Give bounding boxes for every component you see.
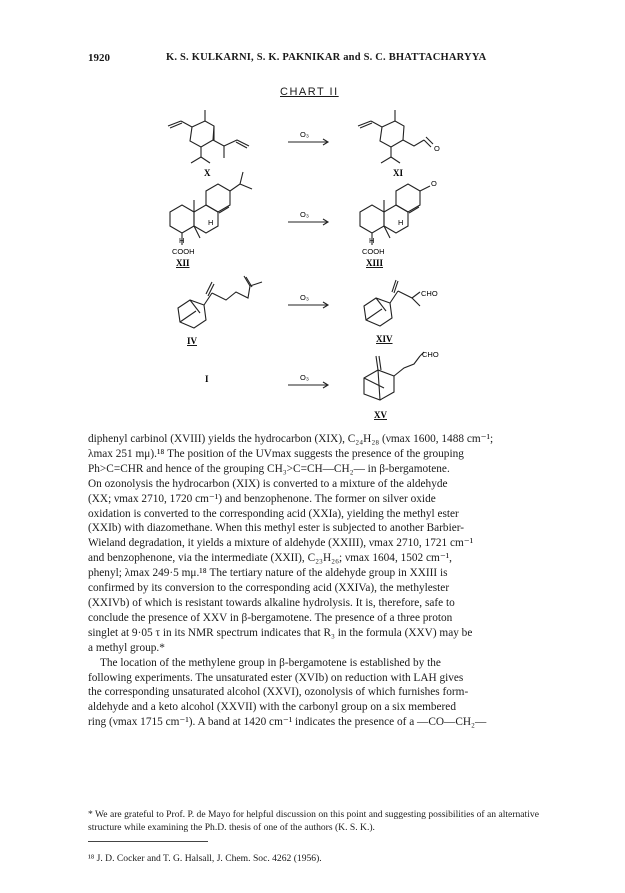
compound-label-iv: IV xyxy=(187,336,198,346)
structure-xiv xyxy=(364,280,420,326)
compound-label-x: X xyxy=(204,168,211,178)
footnote-rule xyxy=(88,841,208,842)
reaction-scheme xyxy=(0,0,625,430)
chart-title: CHART II xyxy=(280,86,339,98)
text-line: singlet at 9·05 τ in its NMR spectrum indicates that R₃ in the formula (XXV) may be xyxy=(88,626,473,639)
reagent-o3-2: O₃ xyxy=(300,210,309,219)
atom-label-h2-xiii: H xyxy=(369,236,375,245)
structure-x xyxy=(168,110,249,163)
text-line: (XXIb) with diazomethane. When this methyl ester is subjected to another Barbier- xyxy=(88,522,465,535)
text-line: aldehyde and a keto alcohol (XXVII) with the carbonyl group on a six membered xyxy=(88,701,456,714)
atom-label-h-xiii: H xyxy=(398,218,404,227)
structure-iv xyxy=(178,276,262,328)
text-line: The location of the methylene group in β-bergamotene is established by the xyxy=(100,656,441,669)
running-authors: K. S. KULKARNI, S. K. PAKNIKAR and S. C. BHATTACHARYYA xyxy=(166,52,487,63)
structure-xv xyxy=(364,352,424,400)
text-line: (XXIVb) of which is resistant towards alkaline hydrolysis. It is, therefore, safe to xyxy=(88,596,455,609)
reagent-o3-1: O₃ xyxy=(300,130,309,139)
compound-label-xiv: XIV xyxy=(376,334,393,344)
atom-label-h2-xii: H xyxy=(179,236,185,245)
footnote-ref-18: ¹⁸ J. D. Cocker and T. G. Halsall, J. Chem. Soc. 4262 (1956). xyxy=(88,853,322,864)
text-line: and benzophenone, via the intermediate (XXII), C₂₃H₂₆; νmax 1604, 1502 cm⁻¹, xyxy=(88,552,452,565)
atom-label-cho-xiv: CHO xyxy=(421,289,438,298)
text-line: following experiments. The unsaturated ester (XVIb) on reduction with LAH gives xyxy=(88,671,464,684)
structure-xi xyxy=(358,110,433,163)
text-line: conclude the presence of XXV in β-bergamotene. The presence of a three proton xyxy=(88,611,453,624)
footnote-star: * We are grateful to Prof. P. de Mayo for helpful discussion on this point and suggesting possibilities of an alternative structure while examining the Ph.D. thesis of one of the authors (K. S. K.). xyxy=(88,809,539,833)
reagent-o3-4: O₃ xyxy=(300,373,309,382)
atom-label-o-xi: O xyxy=(434,144,440,153)
text-line: the corresponding unsaturated alcohol (XXVI), ozonolysis of which furnishes form- xyxy=(88,686,469,699)
compound-label-i: I xyxy=(205,374,209,384)
reagent-o3-3: O₃ xyxy=(300,293,309,302)
text-line: Ph>C=CHR and hence of the grouping CH₃>C=CH—CH₂— in β-bergamotene. xyxy=(88,462,450,475)
page-number: 1920 xyxy=(88,52,110,64)
compound-label-xv: XV xyxy=(374,410,387,420)
text-line: confirmed by its conversion to the corresponding acid (XXIVa), the methylester xyxy=(88,582,450,595)
text-line: λmax 251 mμ).¹⁸ The position of the UVmax suggests the presence of the grouping xyxy=(88,447,464,460)
compound-label-xi: XI xyxy=(393,168,404,178)
atom-label-cooh-xii: COOH xyxy=(172,247,195,256)
atom-label-h-xii: H xyxy=(208,218,214,227)
body-text xyxy=(88,432,543,730)
atom-label-cho-xv: CHO xyxy=(422,350,439,359)
atom-label-cooh-xiii: COOH xyxy=(362,247,385,256)
text-line: ring (νmax 1715 cm⁻¹). A band at 1420 cm⁻¹ indicates the presence of a —CO—CH₂— xyxy=(88,716,487,729)
text-line: (XX; νmax 2710, 1720 cm⁻¹) and benzophenone. The former on silver oxide xyxy=(88,492,436,505)
atom-label-o-xiii: O xyxy=(431,179,437,188)
structure-xii xyxy=(170,172,252,245)
text-line: Wieland degradation, it yields a mixture of aldehyde (XXIII), νmax 2710, 1721 cm⁻¹ xyxy=(88,537,474,550)
text-line: diphenyl carbinol (XVIII) yields the hydrocarbon (XIX), C₂₄H₂₈ (νmax 1600, 1488 cm⁻¹; xyxy=(88,433,494,445)
text-line: a methyl group.* xyxy=(88,641,165,654)
compound-label-xiii: XIII xyxy=(366,258,384,268)
text-line: oxidation is converted to the corresponding acid (XXIa), yielding the methyl ester xyxy=(88,507,459,520)
text-line: On ozonolysis the hydrocarbon (XIX) is converted to a mixture of the aldehyde xyxy=(88,477,448,490)
text-line: phenyl; λmax 249·5 mμ.¹⁸ The tertiary nature of the aldehyde group in XXIII is xyxy=(88,567,448,580)
compound-label-xii: XII xyxy=(176,258,190,268)
